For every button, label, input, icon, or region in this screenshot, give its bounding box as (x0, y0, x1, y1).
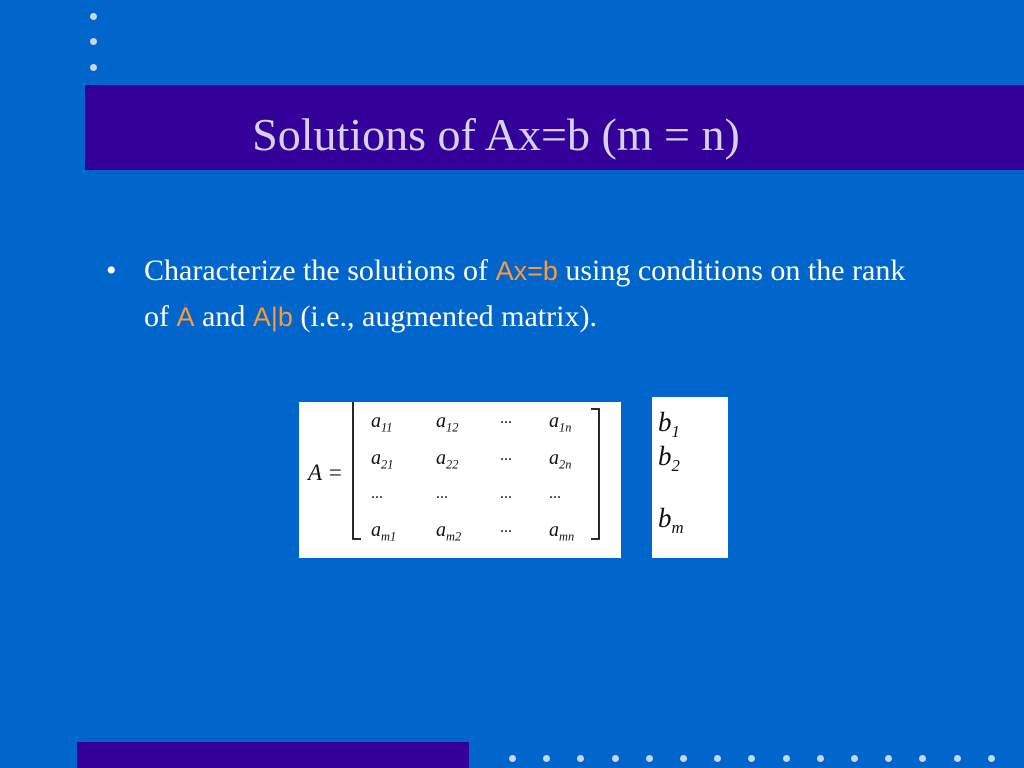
decor-dot (90, 13, 97, 20)
decor-dot (988, 755, 995, 762)
bullet-item (106, 248, 936, 340)
matrix-entry: $a_{2n}$ (549, 447, 572, 472)
decor-dot (851, 755, 858, 762)
matrix-entry: ... (371, 485, 383, 502)
bullet-text (144, 248, 936, 340)
matrix-entry: $a_{11}$ (371, 410, 393, 435)
matrix-entry: ... (549, 485, 561, 502)
decor-dot (954, 755, 961, 762)
matrix-entry: ... (500, 447, 512, 464)
footer-bar (77, 742, 469, 768)
matrix-entry: $a_{m1}$ (371, 519, 397, 544)
matrix-entry: $a_{21}$ (371, 447, 394, 472)
vector-b-figure (652, 397, 728, 558)
vector-entry: $b_m$ (658, 503, 684, 537)
bullet-text-part: (i.e., augmented matrix). (292, 300, 597, 333)
decor-dot (885, 755, 892, 762)
matrix-entry: $a_{mn}$ (549, 519, 575, 544)
decor-dot (612, 755, 619, 762)
equation-ax-b: Ax=b (495, 256, 558, 286)
slide-title: Solutions of Ax=b (m = n) (252, 109, 740, 160)
matrix-entry: $a_{m2}$ (436, 519, 462, 544)
bullet-symbol: • (106, 254, 117, 287)
matrix-entry: ... (500, 485, 512, 502)
augmented-matrix-term: A|b (252, 302, 293, 332)
decor-dot (748, 755, 755, 762)
decor-dot (680, 755, 687, 762)
decor-dot (919, 755, 926, 762)
decor-dot (783, 755, 790, 762)
decor-dot (646, 755, 653, 762)
matrix-entry: ... (436, 485, 448, 502)
matrix-lhs: A = (308, 460, 343, 485)
decor-dot (714, 755, 721, 762)
decor-dot (817, 755, 824, 762)
bullet-text-part: Characterize the solutions of (144, 254, 496, 287)
matrix-a-term: A (176, 302, 195, 332)
bullet-text-part: and (194, 300, 253, 333)
decor-dot (543, 755, 550, 762)
matrix-entry: ... (500, 410, 512, 427)
decor-dot (90, 64, 97, 71)
matrix-entry: $a_{22}$ (436, 447, 459, 472)
decor-dot (90, 38, 97, 45)
title-bar (85, 85, 1024, 170)
vector-entry: $b_1$ (658, 407, 680, 441)
matrix-entry: ... (500, 519, 512, 536)
decor-dot (577, 755, 584, 762)
matrix-entry: $a_{12}$ (436, 410, 459, 435)
vector-entry: $b_2$ (658, 441, 680, 475)
matrix-entry: $a_{1n}$ (549, 410, 572, 435)
bullet-text-part: using conditions on the rank of (144, 254, 906, 333)
matrix-a-figure (299, 402, 621, 558)
decor-dot (509, 755, 516, 762)
